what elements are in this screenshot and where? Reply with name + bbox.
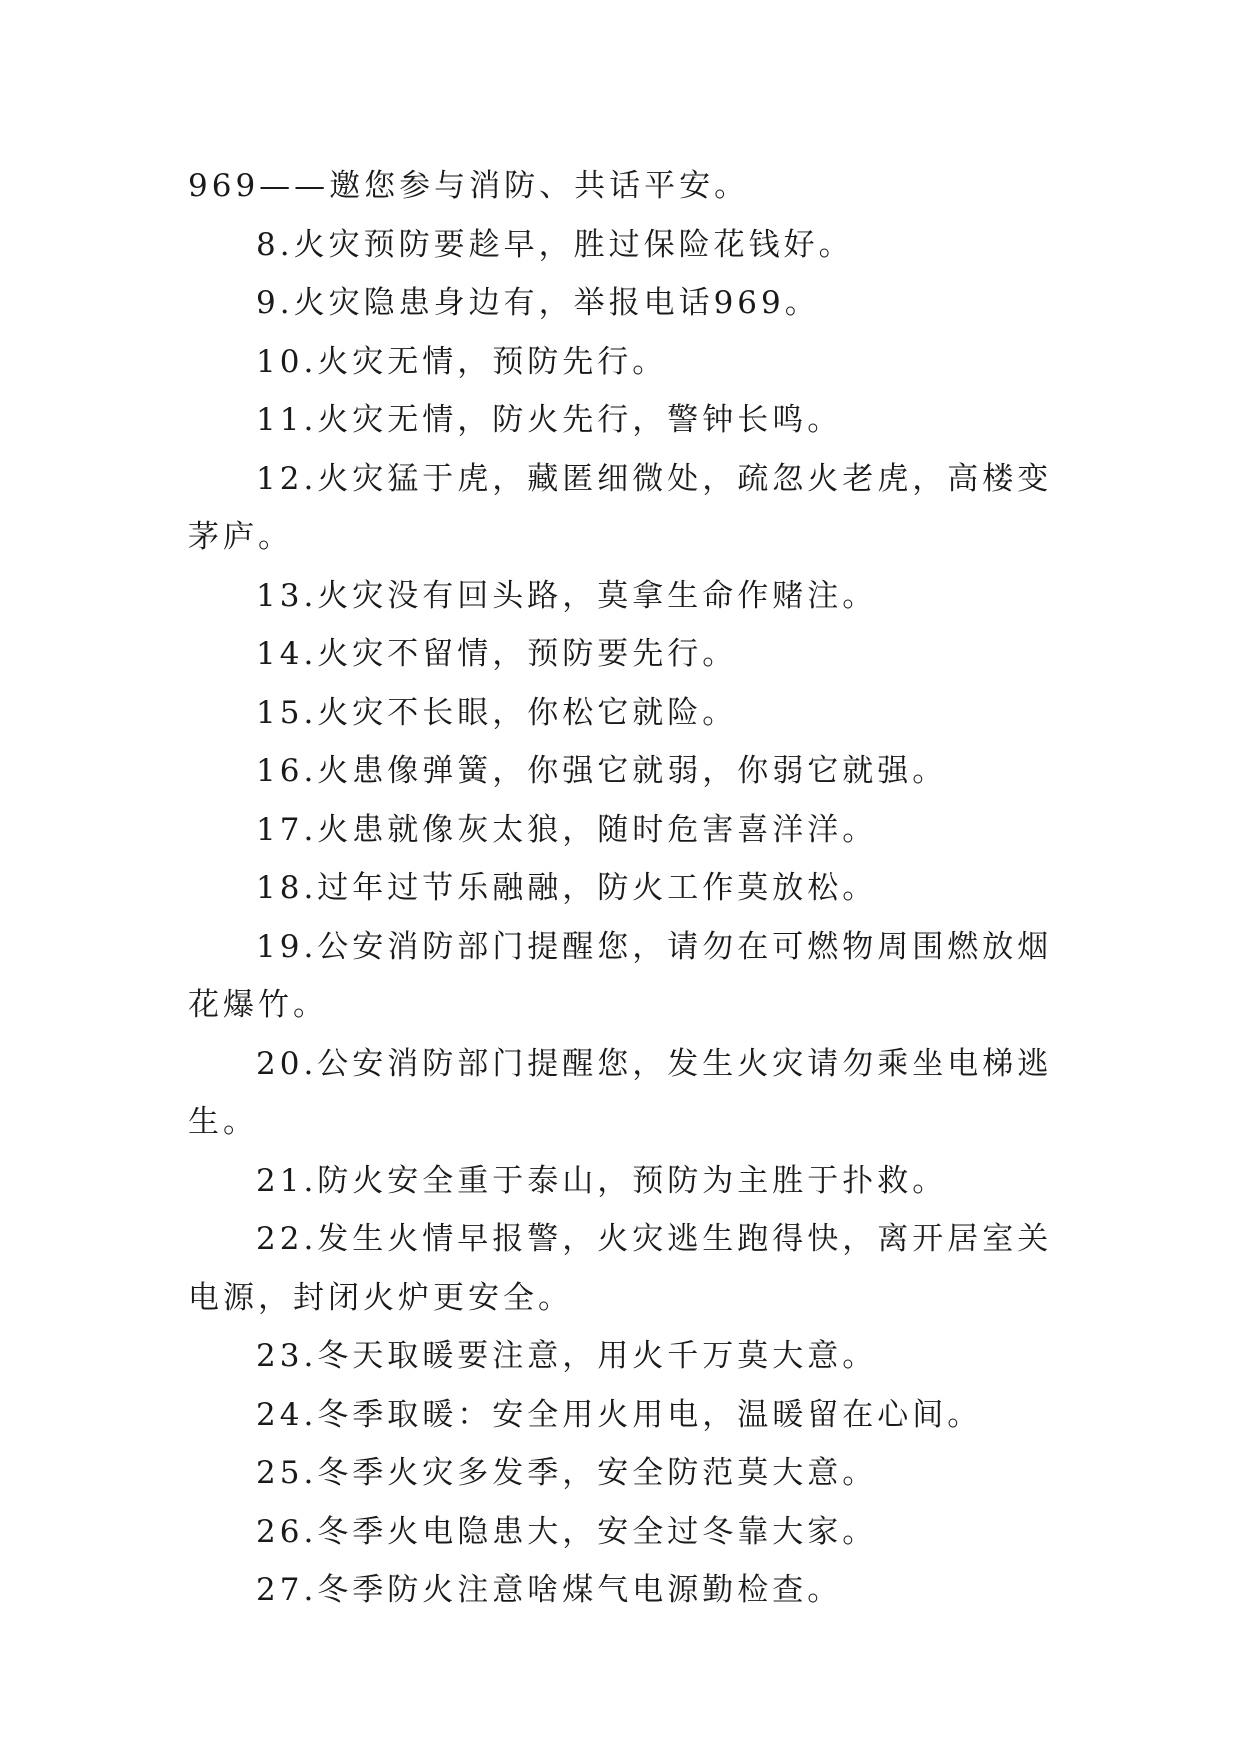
slogan-item-20: 20.公安消防部门提醒您，发生火灾请勿乘坐电梯逃生。 <box>188 1045 1053 1140</box>
slogan-item-27: 27.冬季防火注意啥煤气电源勤检查。 <box>256 1572 843 1608</box>
slogan-item-19: 19.公安消防部门提醒您，请勿在可燃物周围燃放烟花爆竹。 <box>188 928 1053 1023</box>
slogan-item-25: 25.冬季火灾多发季，安全防范莫大意。 <box>256 1455 878 1491</box>
slogan-item-23: 23.冬天取暖要注意，用火千万莫大意。 <box>256 1338 878 1374</box>
slogan-item-24: 24.冬季取暖：安全用火用电，温暖留在心间。 <box>256 1396 983 1433</box>
slogan-item-10: 10.火灾无情，预防先行。 <box>256 343 668 380</box>
slogan-item-16: 16.火患像弹簧，你强它就弱，你弱它就强。 <box>256 753 948 789</box>
slogan-item-12: 12.火灾猛于虎，藏匿细微处，疏忽火老虎，高楼变茅庐。 <box>188 460 1053 555</box>
slogan-item-14: 14.火灾不留情，预防要先行。 <box>256 636 738 672</box>
slogan-item-15: 15.火灾不长眼，你松它就险。 <box>256 694 738 731</box>
slogan-item-11: 11.火灾无情，防火先行，警钟长鸣。 <box>256 402 843 438</box>
slogan-item-18: 18.过年过节乐融融，防火工作莫放松。 <box>256 870 878 906</box>
slogan-item-22: 22.发生火情早报警，火灾逃生跑得快，离开居室关电源，封闭火炉更安全。 <box>188 1221 1053 1316</box>
slogan-item-21: 21.防火安全重于泰山，预防为主胜于扑救。 <box>256 1162 948 1199</box>
paragraph-continuation: 969——邀您参与消防、共话平安。 <box>188 168 750 204</box>
slogan-item-17: 17.火患就像灰太狼，随时危害喜洋洋。 <box>256 811 878 848</box>
slogan-item-13: 13.火灾没有回头路，莫拿生命作赌注。 <box>256 577 878 614</box>
slogan-item-8: 8.火灾预防要趁早，胜过保险花钱好。 <box>256 226 854 263</box>
document-body <box>188 157 1068 1620</box>
slogan-item-9: 9.火灾隐患身边有，举报电话969。 <box>256 285 820 321</box>
slogan-item-26: 26.冬季火电隐患大，安全过冬靠大家。 <box>256 1513 878 1550</box>
